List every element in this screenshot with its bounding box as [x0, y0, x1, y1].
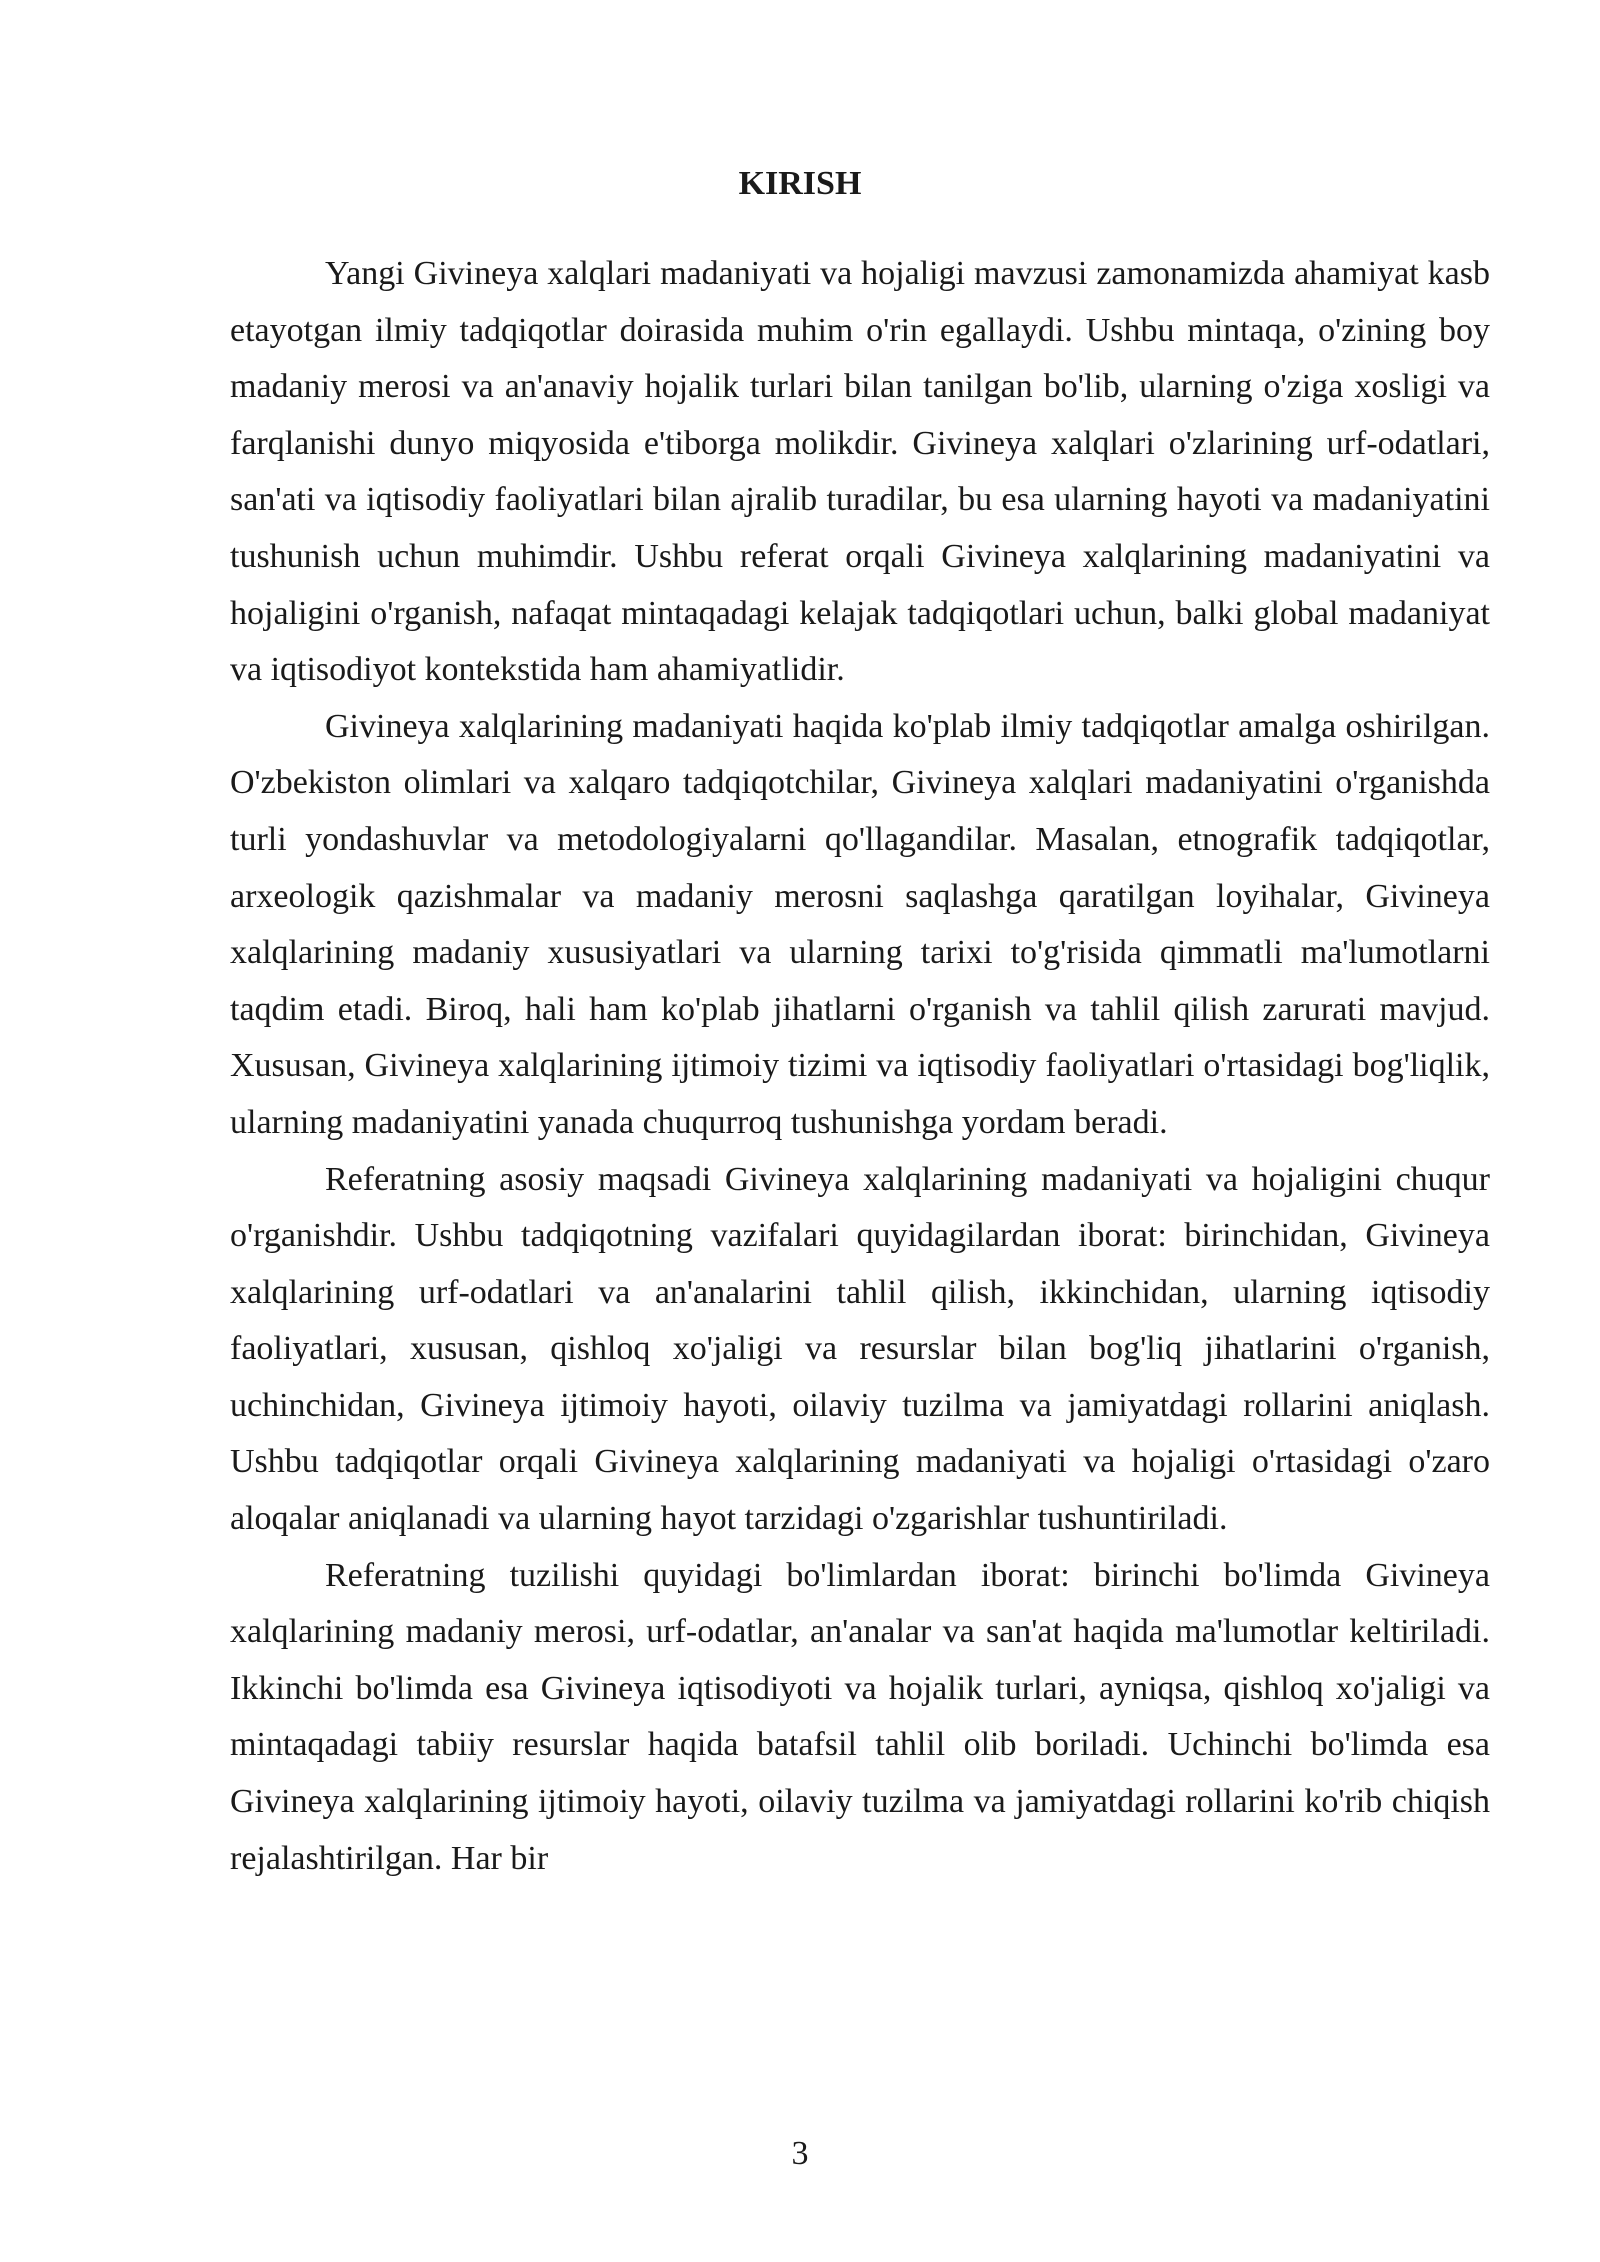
body-text [230, 246, 1490, 1887]
paragraph-2: Givineya xalqlarining madaniyati haqida ko'plab ilmiy tadqiqotlar amalga oshirilgan. O'zbekiston olimlari va xalqaro tadqiqotchilar, Givineya xalqlari madaniyatini o'rganishda turli yondashuvlar va metodologiyalarni qo'llagandilar. Masalan, etnografik tadqiqotlar, arxeologik qazishmalar va madaniy merosni saqlashga qaratilgan loyihalar, Givineya xalqlarining madaniy xususiyatlari va ularning tarixi to'g'risida qimmatli ma'lumotlarni taqdim etadi. Biroq, hali ham ko'plab jihatlarni o'rganish va tahlil qilish zarurati mavjud. Xususan, Givineya xalqlarining ijtimoiy tizimi va iqtisodiy faoliyatlari o'rtasidagi bog'liqlik, ularning madaniyatini yanada chuqurroq tushunishga yordam beradi. [230, 707, 1490, 1141]
paragraph-3: Referatning asosiy maqsadi Givineya xalqlarining madaniyati va hojaligini chuqur o'rganishdir. Ushbu tadqiqotning vazifalari quyidagilardan iborat: birinchidan, Givineya xalqlarining urf-odatlari va an'analarini tahlil qilish, ikkinchidan, ularning iqtisodiy faoliyatlari, xususan, qishloq xo'jaligi va resurslar bilan bog'liq jihatlarini o'rganish, uchinchidan, Givineya ijtimoiy hayoti, oilaviy tuzilma va jamiyatdagi rollarini aniqlash. Ushbu tadqiqotlar orqali Givineya xalqlarining madaniyati va hojaligi o'rtasidagi o'zaro aloqalar aniqlanadi va ularning hayot tarzidagi o'zgarishlar tushuntiriladi. [230, 1160, 1490, 1538]
page-number: 3 [791, 2135, 809, 2172]
paragraph-1: Yangi Givineya xalqlari madaniyati va hojaligi mavzusi zamonamizda ahamiyat kasb etayotgan ilmiy tadqiqotlar doirasida muhim o'rin egallaydi. Ushbu mintaqa, o'zining boy madaniy merosi va an'anaviy hojalik turlari bilan tanilgan bo'lib, ularning o'ziga xosligi va farqlanishi dunyo miqyosida e'tiborga molikdir. Givineya xalqlari o'zlarining urf-odatlari, san'ati va iqtisodiy faoliyatlari bilan ajralib turadilar, bu esa ularning hayoti va madaniyatini tushunish uchun muhimdir. Ushbu referat orqali Givineya xalqlarining madaniyatini va hojaligini o'rganish, nafaqat mintaqadagi kelajak tadqiqotlari uchun, balki global madaniyat va iqtisodiyot kontekstida ham ahamiyatlidir. [230, 255, 1490, 689]
page-title: KIRISH [738, 165, 862, 202]
paragraph-4: Referatning tuzilishi quyidagi bo'limlardan iborat: birinchi bo'limda Givineya xalqlarining madaniy merosi, urf-odatlar, an'analar va san'at haqida ma'lumotlar keltiriladi. Ikkinchi bo'limda esa Givineya iqtisodiyoti va hojalik turlari, ayniqsa, qishloq xo'jaligi va mintaqadagi tabiiy resurslar haqida batafsil tahlil olib boriladi. Uchinchi bo'limda esa Givineya xalqlarining ijtimoiy hayoti, oilaviy tuzilma va jamiyatdagi rollarini ko'rib chiqish rejalashtirilgan. Har bir [230, 1556, 1490, 1877]
